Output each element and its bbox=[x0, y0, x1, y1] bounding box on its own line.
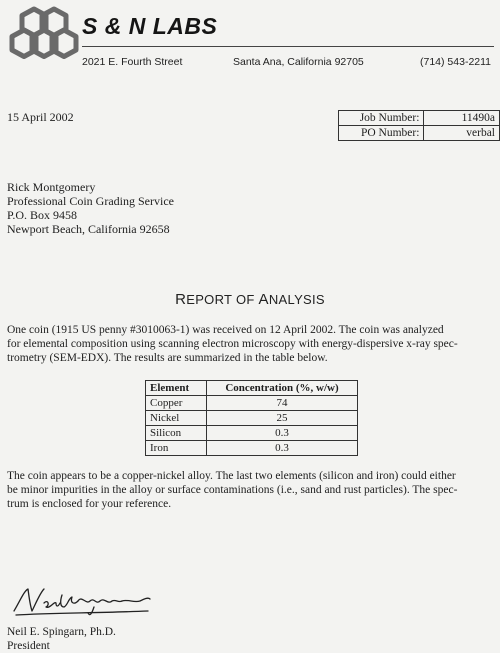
job-number-row bbox=[339, 111, 500, 126]
report-title: REPORT OF ANALYSIS bbox=[175, 291, 325, 308]
element-cell: Silicon bbox=[146, 426, 207, 441]
paragraph-line: be minor impurities in the alloy or surface contaminations (i.e., sand and rust particles). The spec- bbox=[7, 484, 458, 496]
conclusion-paragraph bbox=[7, 469, 493, 511]
letterhead-divider bbox=[82, 46, 494, 47]
paragraph-line: trum is enclosed for your reference. bbox=[7, 498, 172, 510]
recipient-line: P.O. Box 9458 bbox=[7, 208, 78, 222]
element-header: Element bbox=[146, 381, 207, 396]
signatory-title: President bbox=[7, 640, 50, 652]
letter-date: 15 April 2002 bbox=[7, 110, 74, 124]
job-info-table bbox=[338, 110, 500, 141]
po-number-row bbox=[339, 126, 500, 141]
signatory-block bbox=[7, 625, 116, 653]
concentration-cell: 25 bbox=[207, 411, 358, 426]
results-table bbox=[145, 380, 358, 456]
signatory-name: Neil E. Spingarn, Ph.D. bbox=[7, 626, 116, 638]
job-number-label: Job Number: bbox=[339, 111, 424, 126]
recipient-line: Newport Beach, California 92658 bbox=[7, 222, 170, 236]
city-address: Santa Ana, California 92705 bbox=[233, 56, 364, 68]
element-cell: Iron bbox=[146, 441, 207, 456]
element-cell: Nickel bbox=[146, 411, 207, 426]
table-row bbox=[146, 441, 358, 456]
paragraph-line: The coin appears to be a copper-nickel alloy. The last two elements (silicon and iron) could either bbox=[7, 470, 456, 482]
recipient-line: Rick Montgomery bbox=[7, 180, 96, 194]
paragraph-line: One coin (1915 US penny #3010063-1) was received on 12 April 2002. The coin was analyzed bbox=[7, 324, 444, 336]
table-row bbox=[146, 396, 358, 411]
hexagon-logo-icon bbox=[8, 6, 80, 68]
recipient-line: Professional Coin Grading Service bbox=[7, 194, 174, 208]
intro-paragraph bbox=[7, 323, 493, 365]
street-address: 2021 E. Fourth Street bbox=[82, 56, 183, 68]
table-row bbox=[146, 426, 358, 441]
company-name: S & N LABS bbox=[82, 13, 218, 39]
table-header-row bbox=[146, 381, 358, 396]
recipient-address bbox=[7, 180, 174, 236]
concentration-cell: 0.3 bbox=[207, 426, 358, 441]
concentration-header: Concentration (%, w/w) bbox=[207, 381, 358, 396]
concentration-cell: 74 bbox=[207, 396, 358, 411]
po-number-value: verbal bbox=[424, 126, 500, 141]
phone-number: (714) 543-2211 bbox=[420, 56, 492, 68]
handwritten-signature bbox=[10, 583, 155, 619]
paragraph-line: for elemental composition using scanning electron microscopy with energy-dispersive x-ray spec- bbox=[7, 338, 458, 350]
po-number-label: PO Number: bbox=[339, 126, 424, 141]
job-number-value: 11490a bbox=[424, 111, 500, 126]
element-cell: Copper bbox=[146, 396, 207, 411]
paragraph-line: trometry (SEM-EDX). The results are summarized in the table below. bbox=[7, 352, 328, 364]
table-row bbox=[146, 411, 358, 426]
concentration-cell: 0.3 bbox=[207, 441, 358, 456]
